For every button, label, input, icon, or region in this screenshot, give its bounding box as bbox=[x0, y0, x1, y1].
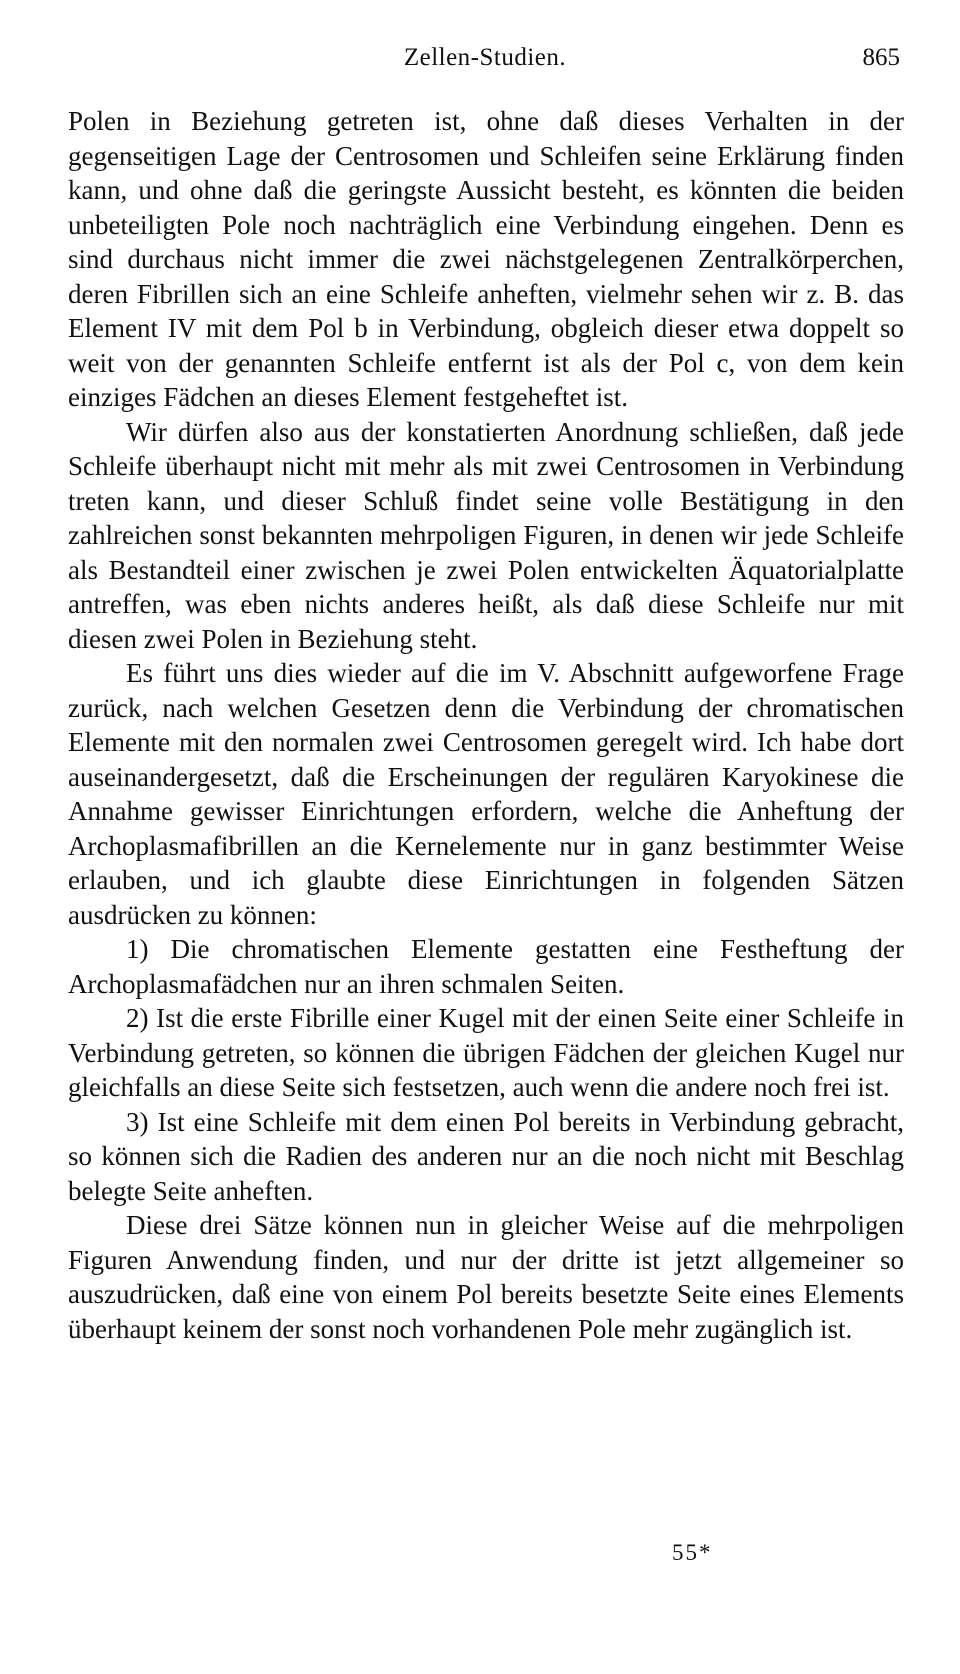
numbered-statement-3: 3) Ist eine Schleife mit dem einen Pol bereits in Verbindung gebracht, so können sich die Radien des anderen nur an die noch nicht mit Beschlag belegte Seite anheften. bbox=[68, 1106, 904, 1206]
numbered-statement-2: 2) Ist die erste Fibrille einer Kugel mit der einen Seite einer Schleife in Verbindung getreten, so können die übrigen Fädchen der gleichen Kugel nur gleichfalls an diese Seite sich festsetzen, auch wenn die andere noch frei ist. bbox=[68, 1003, 904, 1102]
signature-mark: 55* bbox=[672, 1540, 713, 1565]
paragraph-continuation: Polen in Beziehung getreten ist, ohne daß dieses Verhalten in der gegenseitigen Lage der Centrosomen und Schleifen seine Erklärung finden kann, und ohne daß die geringste Aussicht besteht, es könnten die beiden unbeteiligten Pole noch nachträglich eine Verbindung eingehen. Denn es sind durchaus nicht immer die zwei nächstgelegenen Zentralkörperchen, deren Fibrillen sich an eine Schleife anheften, vielmehr sehen wir z. B. das Element IV mit dem Pol b in Verbindung, obgleich dieser etwa doppelt so weit von der genannten Schleife entfernt ist als der Pol c, von dem kein einziges Fädchen an dieses Element festgeheftet ist. bbox=[68, 106, 904, 412]
paragraph: Diese drei Sätze können nun in gleicher Weise auf die mehrpoligen Figuren Anwendung finden, und nur der dritte ist jetzt allgemeiner so auszudrücken, daß eine von einem Pol bereits besetzte Seite eines Elements überhaupt keinem der sonst noch vorhandenen Pole mehr zugänglich ist. bbox=[68, 1210, 904, 1344]
running-title: Zellen-Studien. bbox=[403, 44, 567, 71]
numbered-statement-1: 1) Die chromatischen Elemente gestatten eine Festheftung der Archoplasmafädchen nur an ihren schmalen Seiten. bbox=[68, 934, 904, 999]
paragraph: Es führt uns dies wieder auf die im V. Abschnitt aufgeworfene Frage zurück, nach welchen Gesetzen denn die Verbindung der chromatischen Elemente mit den normalen zwei Centrosomen geregelt wird. Ich habe dort auseinandergesetzt, daß die Erscheinungen der regulären Karyokinese die Annahme gewisser Einrichtungen erfordern, welche die Anheftung der Archoplasmafibrillen an die Kernelemente nur in ganz bestimmter Weise erlauben, und ich glaubte diese Einrichtungen in folgenden Sätzen ausdrücken zu können: bbox=[68, 658, 904, 930]
page-header bbox=[70, 44, 900, 84]
body-text bbox=[68, 104, 904, 1346]
paragraph: Wir dürfen also aus der konstatierten Anordnung schließen, daß jede Schleife überhaupt nicht mit mehr als mit zwei Centrosomen in Verbindung treten kann, und dieser Schluß findet seine volle Bestätigung in den zahlreichen sonst bekannten mehrpoligen Figuren, in denen wir jede Schleife als Bestandteil einer zwischen je zwei Polen entwickelten Äquatorialplatte antreffen, was eben nichts anderes heißt, als daß diese Schleife nur mit diesen zwei Polen in Beziehung steht. bbox=[68, 416, 904, 654]
page-number: 865 bbox=[862, 44, 900, 71]
